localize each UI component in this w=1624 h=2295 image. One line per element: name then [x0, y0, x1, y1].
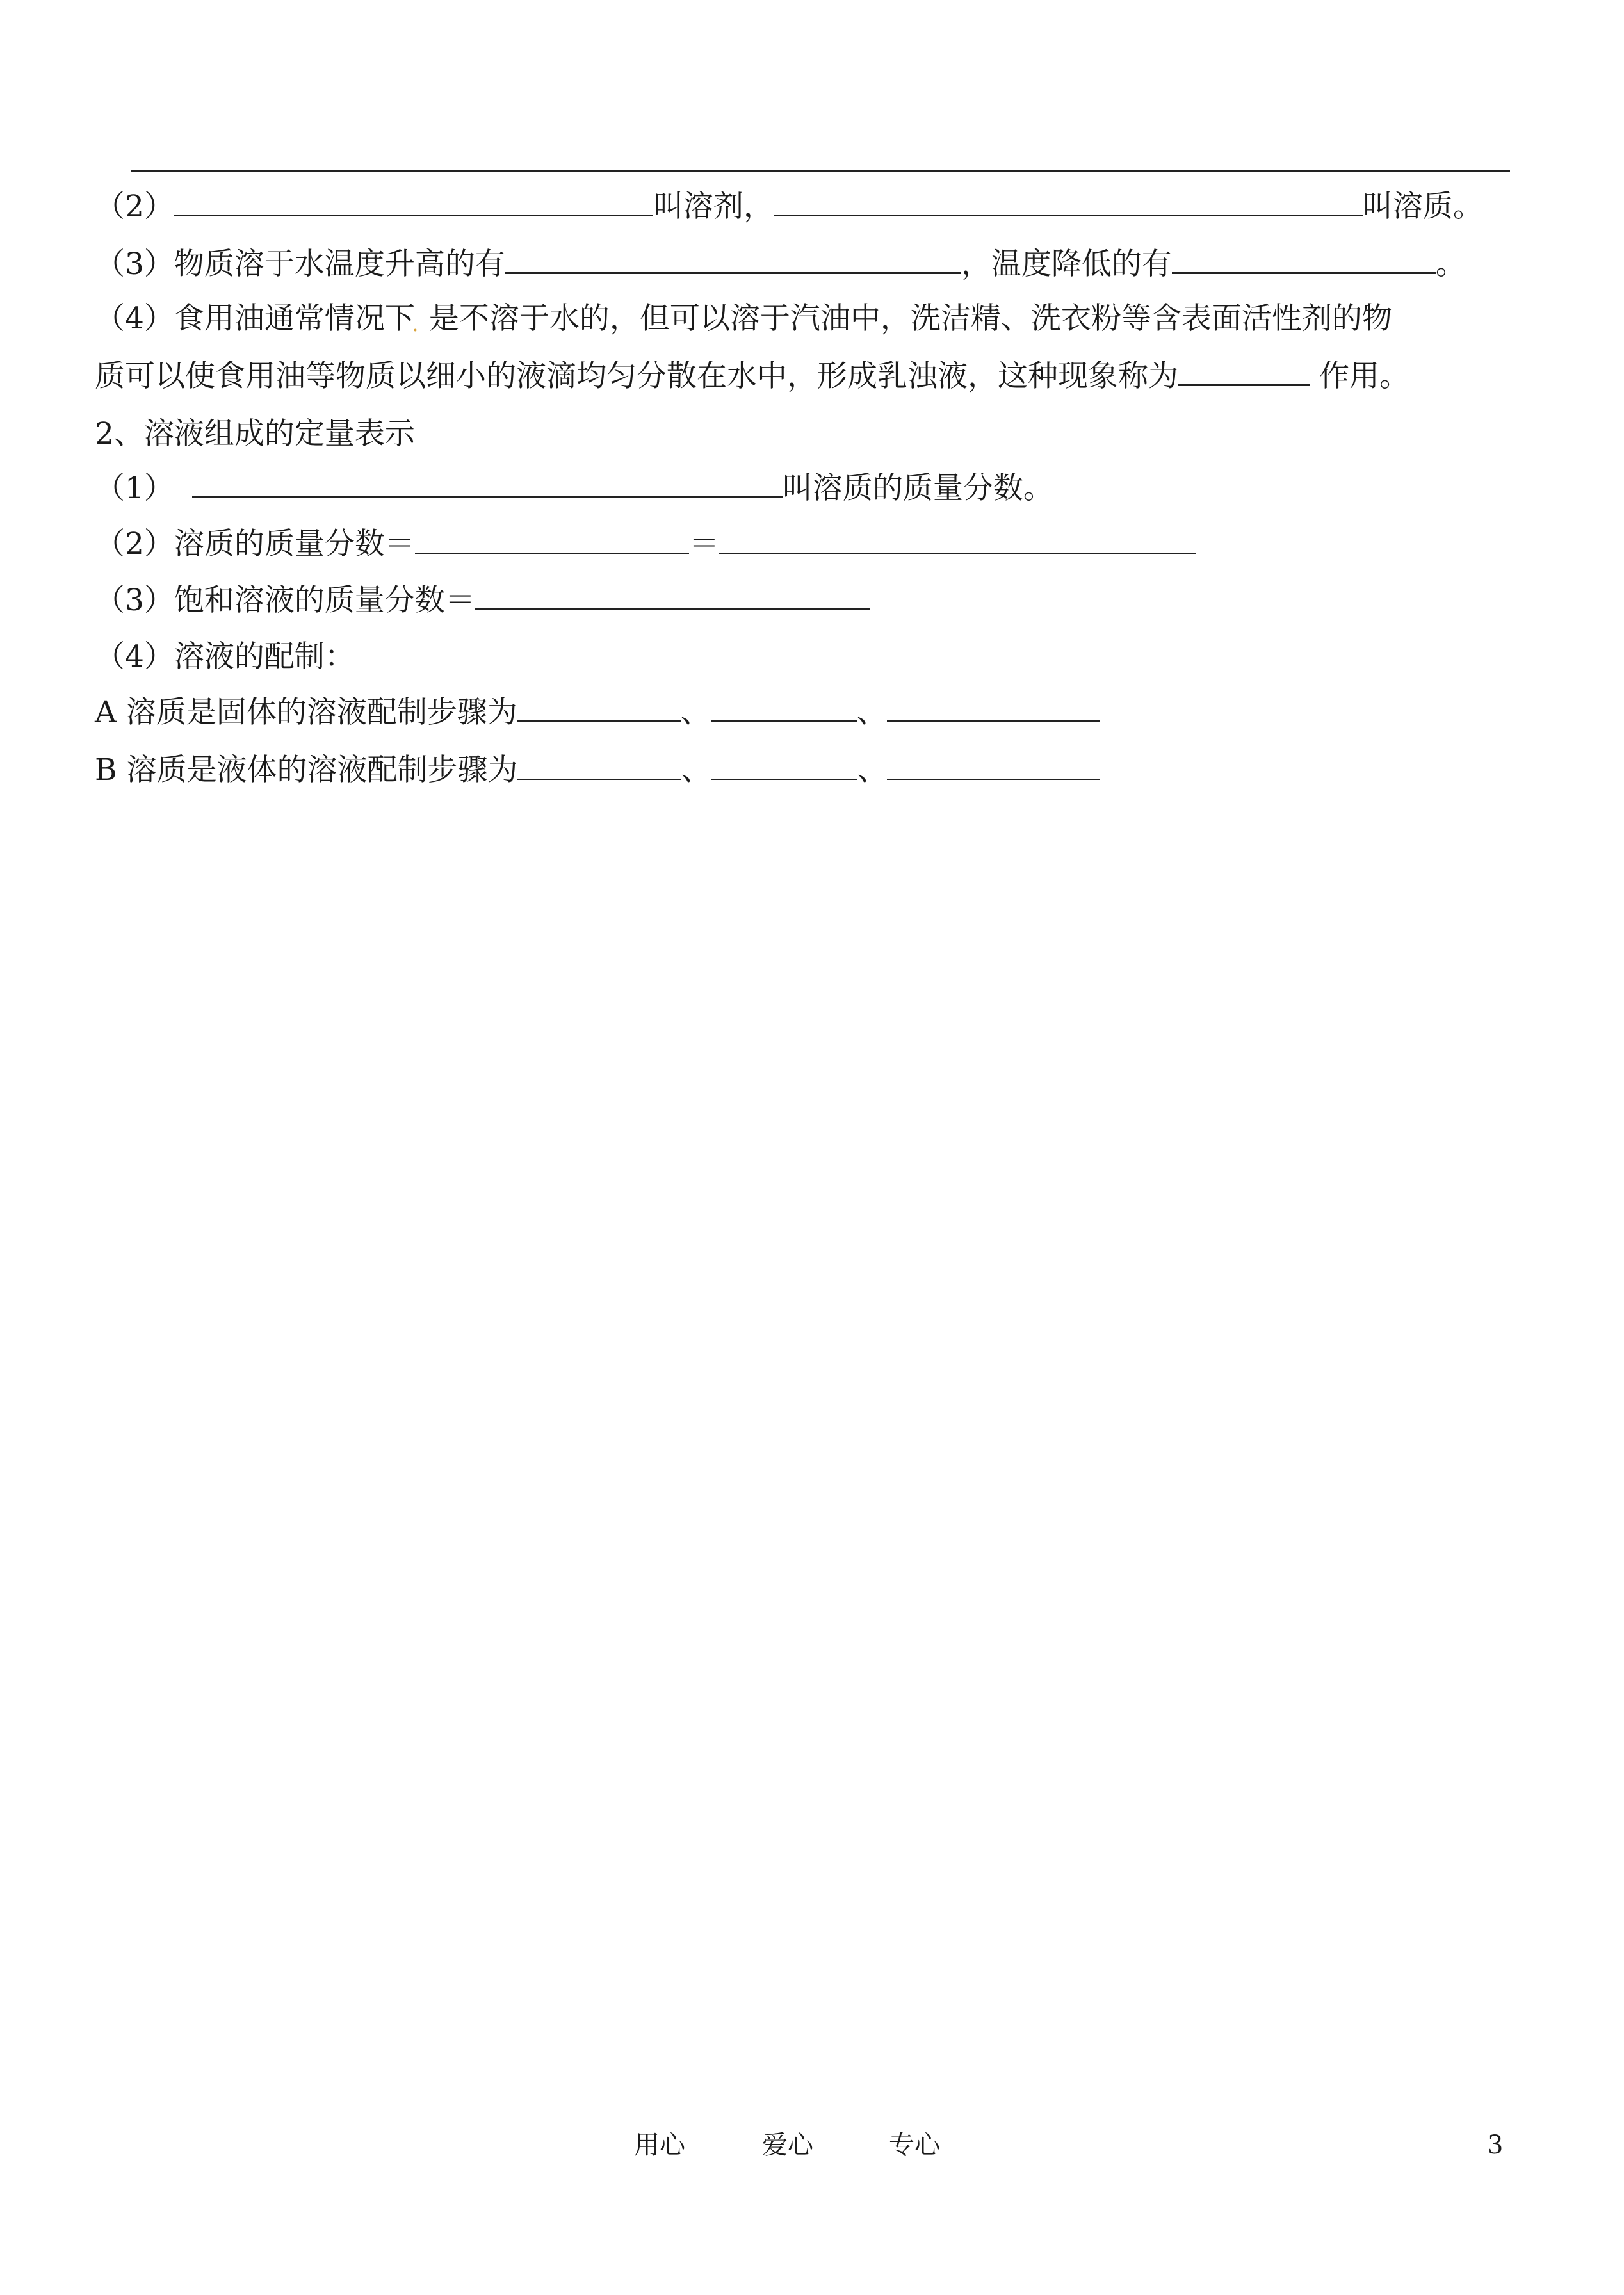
liquid-sep-1: 、 — [681, 752, 711, 788]
solid-step-3-blank[interactable] — [887, 695, 1100, 722]
quant-item-1 — [95, 467, 1053, 510]
liquid-step-3-blank[interactable] — [887, 753, 1100, 780]
liquid-prep-text: B 溶质是液体的溶液配制步骤为 — [95, 752, 518, 788]
mass-fraction-def-blank[interactable] — [192, 471, 783, 498]
item-4-text-c: 质可以使食用油等物质以细小的液滴均匀分散在水中，形成乳浊液，这种现象称为 — [95, 359, 1178, 394]
quant-item-2 — [95, 523, 1196, 565]
liquid-step-2-blank[interactable] — [711, 753, 857, 780]
quant-4-text: （4）溶液的配制： — [95, 639, 355, 674]
quant-item-3 — [95, 580, 870, 622]
quant-1-text: 叫溶质的质量分数。 — [782, 471, 1053, 506]
item-4-line-1 — [95, 298, 1392, 340]
item-2-label: （2） — [95, 189, 174, 224]
item-3-text: （3）物质溶于水温度升高的有 — [95, 247, 505, 282]
item-4-text-d: 作用。 — [1310, 359, 1409, 394]
quant-item-4 — [95, 636, 355, 678]
solvent-text: 叫溶剂， — [653, 189, 774, 224]
solid-sep-2: 、 — [856, 695, 887, 730]
liquid-prep-steps — [95, 749, 1100, 791]
formula-blank-2[interactable] — [719, 527, 1196, 554]
solid-prep-text: A 溶质是固体的溶液配制步骤为 — [95, 695, 517, 730]
top-answer-line — [131, 170, 1510, 172]
section-2-heading — [95, 413, 415, 455]
quant-2-eq: ＝ — [688, 526, 719, 562]
footer-motto-2: 爱心 — [762, 2130, 813, 2160]
item-3-temperature — [95, 243, 1466, 286]
liquid-step-1-blank[interactable] — [517, 753, 681, 780]
temp-fall-text: ，温度降低的有 — [961, 247, 1172, 282]
solid-sep-1: 、 — [680, 695, 711, 730]
solid-prep-steps — [95, 692, 1100, 734]
footer-motto-1: 用心 — [634, 2130, 685, 2160]
solid-step-2-blank[interactable] — [711, 695, 857, 722]
temp-rise-blank[interactable] — [505, 247, 961, 274]
liquid-sep-2: 、 — [857, 752, 888, 788]
solute-blank[interactable] — [774, 189, 1363, 216]
quant-3-text: （3）饱和溶液的质量分数＝ — [95, 583, 475, 618]
quant-1-label: （1） — [95, 471, 174, 506]
item-4-line-2 — [95, 355, 1409, 398]
solvent-blank[interactable] — [174, 189, 653, 216]
solid-step-1-blank[interactable] — [517, 695, 681, 722]
section-2-title: 2、溶液组成的定量表示 — [95, 416, 415, 451]
item-4-text-a: （4）食用油通常情况下 — [95, 301, 415, 336]
emphasis-dot: ． — [412, 314, 432, 336]
item-3-end: 。 — [1435, 247, 1466, 282]
item-4-text-b: 是不溶于水的，但可以溶于汽油中，洗洁精、洗衣粉等含表面活性剂的物 — [428, 301, 1392, 336]
solute-text: 叫溶质。 — [1362, 189, 1483, 224]
emulsify-blank[interactable] — [1178, 359, 1310, 386]
saturated-fraction-blank[interactable] — [475, 583, 870, 610]
formula-blank-1[interactable] — [415, 527, 689, 554]
quant-2-text: （2）溶质的质量分数＝ — [95, 526, 415, 562]
footer-motto-3: 专心 — [889, 2130, 940, 2160]
page-number: 3 — [1487, 2130, 1504, 2160]
temp-fall-blank[interactable] — [1172, 247, 1436, 274]
item-2-solvent-solute — [95, 186, 1483, 228]
